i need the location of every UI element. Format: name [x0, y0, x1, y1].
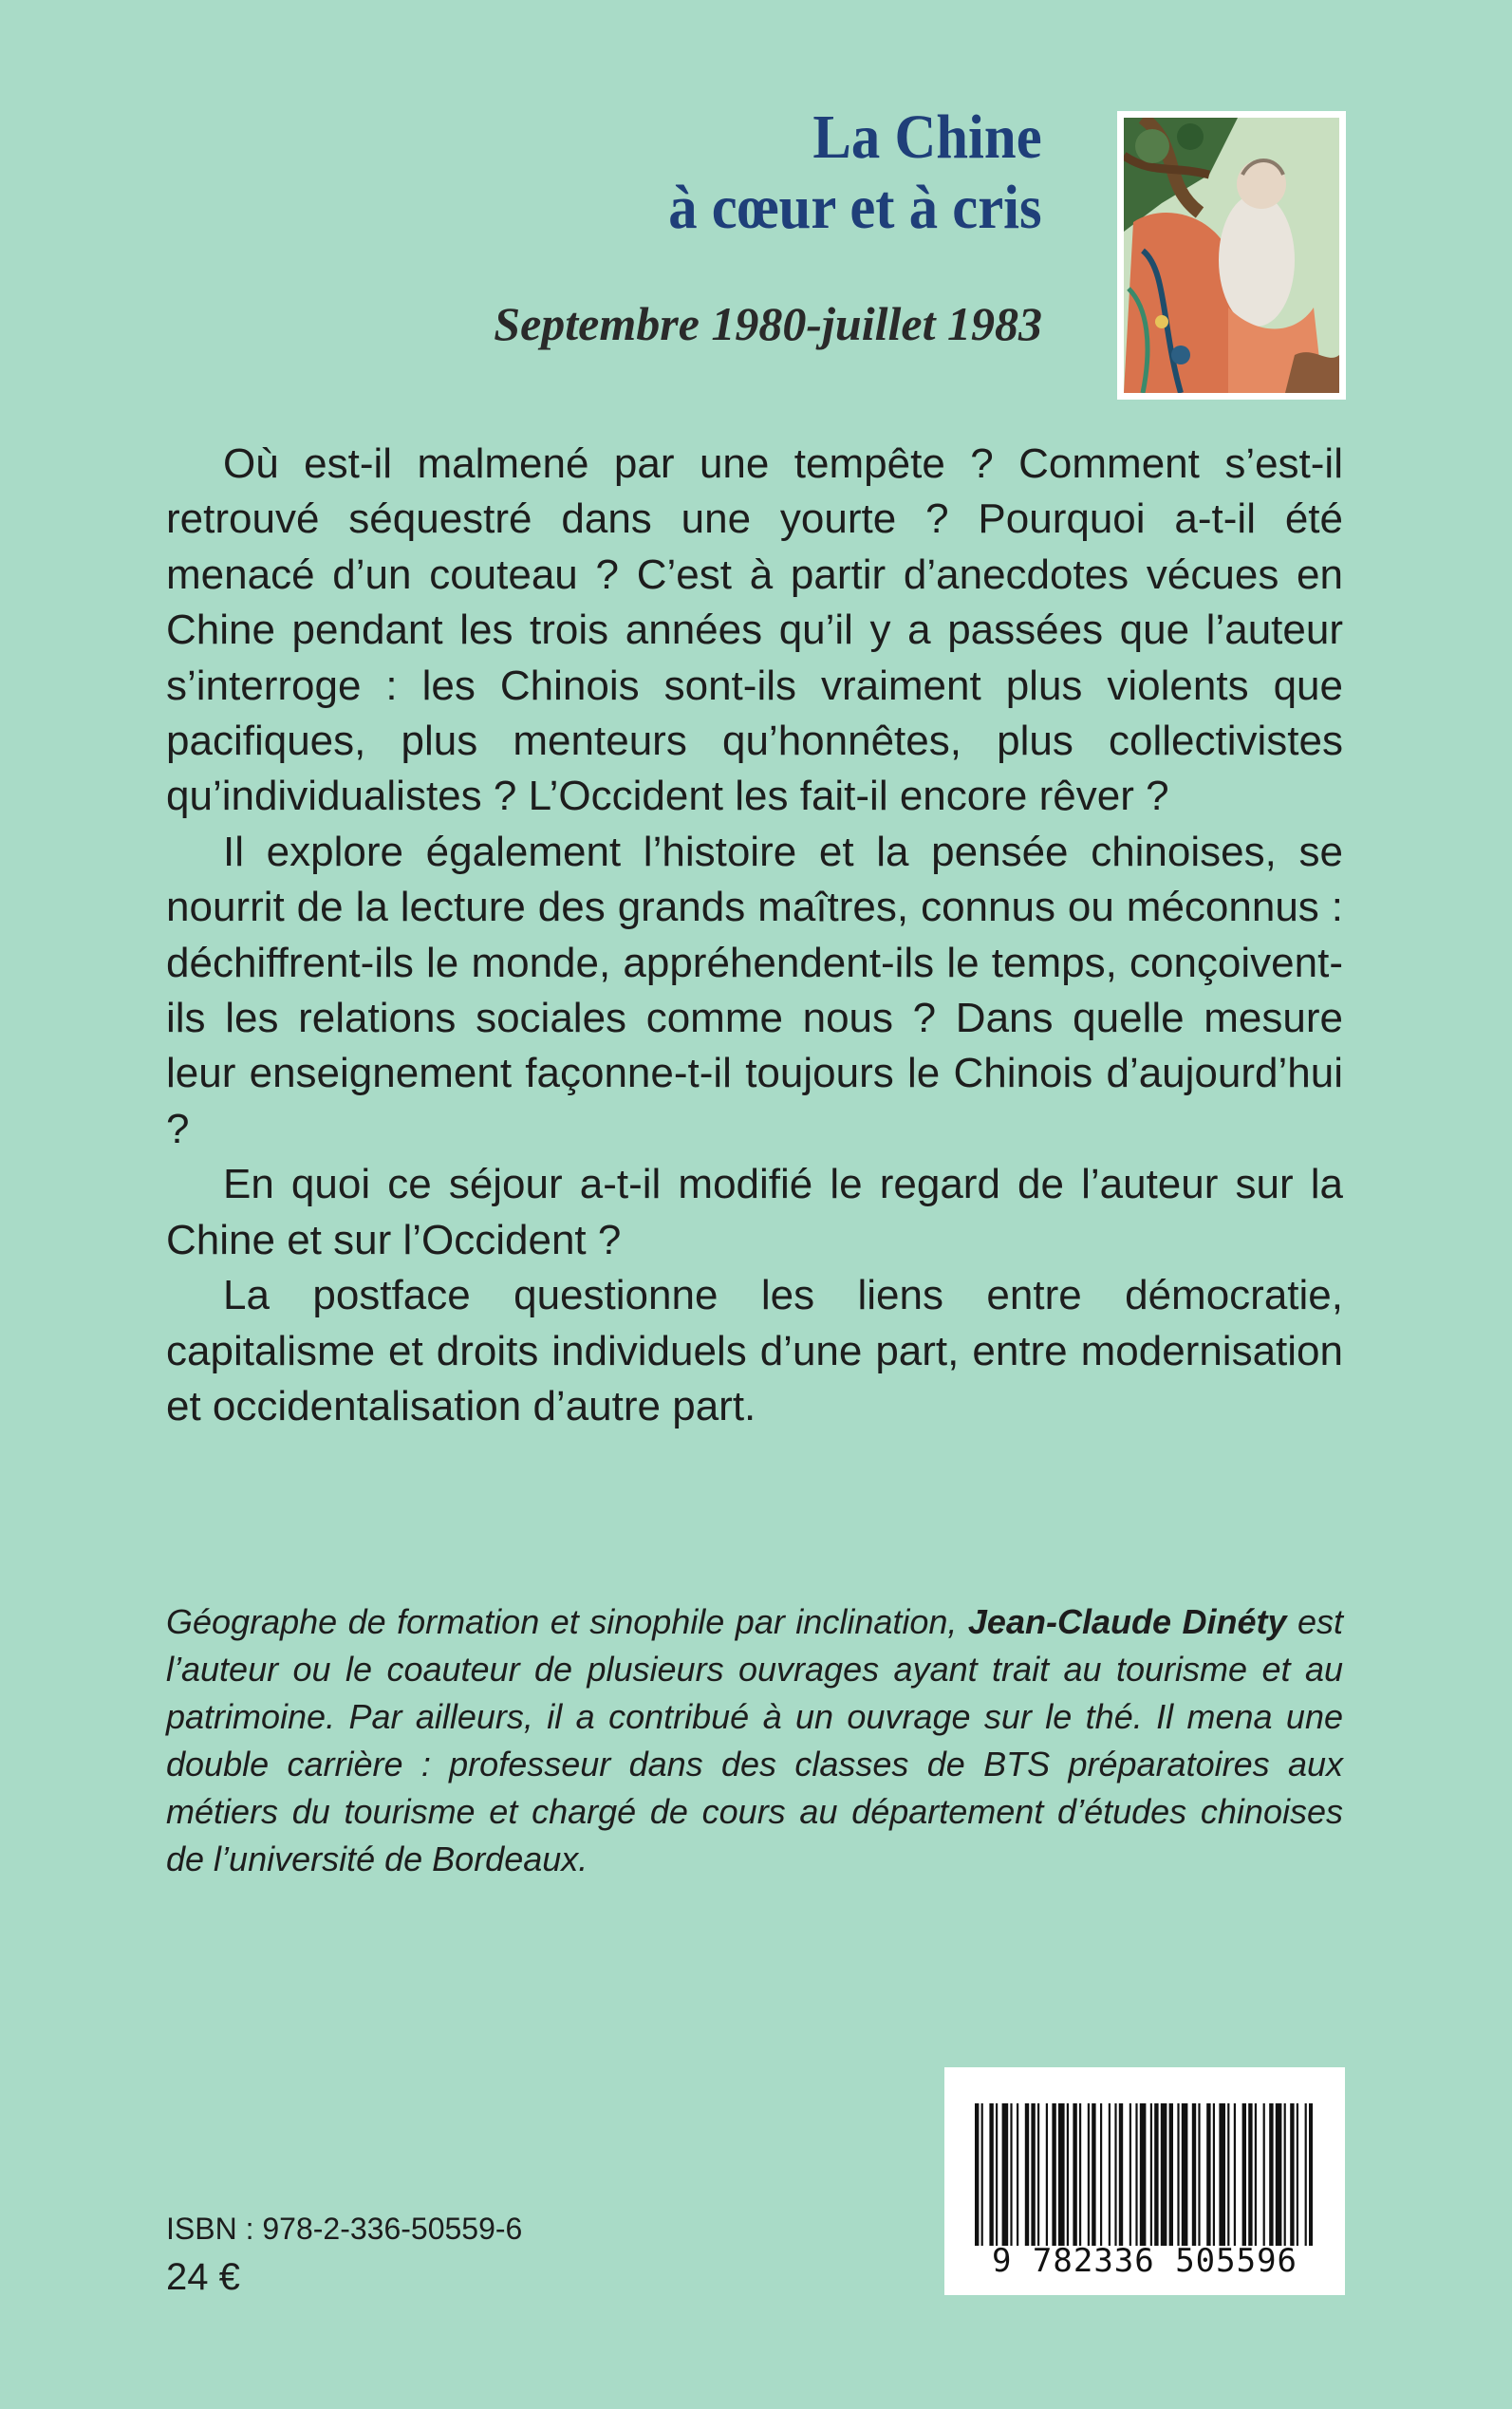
barcode-bar	[1263, 2103, 1265, 2246]
cover-painting	[1117, 111, 1346, 400]
barcode-bar	[1154, 2103, 1158, 2246]
barcode-bar	[1052, 2103, 1055, 2246]
subtitle-dates: Septembre 1980-juillet 1983	[494, 297, 1042, 350]
barcode-bar	[1177, 2103, 1179, 2246]
barcode-bar	[1198, 2103, 1200, 2246]
barcode-bar	[1135, 2103, 1137, 2246]
bio-text-after: est l’auteur ou le coauteur de plusieurs ouvrages ayant trait au tourisme et au patrimoine. Par ailleurs, il a contribué à un ouvrage sur le thé. Il mena une double carrière : professeur dans des classes de BTS préparatoires aux métiers du tourisme et chargé de cours au département d’études chinoises de l’université de Bordeaux.	[166, 1602, 1343, 1878]
barcode-bar	[1031, 2103, 1035, 2246]
barcode-bar	[1169, 2103, 1173, 2246]
barcode-bar	[1227, 2103, 1229, 2246]
barcode-bar	[1010, 2103, 1012, 2246]
barcode-number: 9 782336 505596	[991, 2242, 1298, 2280]
barcode-bar	[1182, 2103, 1188, 2246]
barcode-bar	[981, 2103, 983, 2246]
barcode-bar	[1100, 2103, 1102, 2246]
title-line-2: à cœur et à cris	[668, 173, 1042, 242]
description-paragraph: En quoi ce séjour a-t-il modifié le regard de l’auteur sur la Chine et sur l’Occident ?	[166, 1161, 1343, 1263]
barcode-bar	[1025, 2103, 1029, 2246]
bio-text-before: Géographe de formation et sinophile par inclination,	[166, 1602, 968, 1641]
barcode-bar	[989, 2103, 993, 2246]
description-paragraph: Où est-il malmené par une tempête ? Comment s’est-il retrouvé séquestré dans une yourte ? Pourquoi a-t-il été menacé d’un couteau ? C’est à partir d’anecdotes vécues en Chine pendant les trois années qu’il y a passées que l’auteur s’interroge : les Chinois sont-ils vraiment plus violents que pacifiques, plus menteurs qu’honnêtes, plus collectivistes qu’individualistes ? L’Occident les fait-il encore rêver ?	[166, 440, 1343, 820]
isbn: ISBN : 978-2-336-50559-6	[166, 2212, 523, 2246]
barcode-bar	[996, 2103, 998, 2246]
price: 24 €	[166, 2256, 240, 2298]
barcode-bar	[1284, 2103, 1286, 2246]
barcode-bar	[1140, 2103, 1147, 2246]
barcode-bar	[1119, 2103, 1123, 2246]
barcode-bar	[1276, 2103, 1282, 2246]
barcode-bar	[975, 2103, 979, 2246]
barcode-bar	[1088, 2103, 1090, 2246]
barcode-bar	[1269, 2103, 1273, 2246]
author-name: Jean-Claude Dinéty	[967, 1602, 1287, 1641]
description-paragraph: La postface questionne les liens entre démocratie, capitalisme et droits individuels d’une part, entre modernisation et occidentalisation d’autre part.	[166, 1272, 1343, 1429]
barcode-bar	[1058, 2103, 1065, 2246]
barcode-bar	[1309, 2103, 1313, 2246]
barcode-bar	[1067, 2103, 1069, 2246]
barcode-bar	[1305, 2103, 1307, 2246]
description-paragraph: Il explore également l’histoire et la pensée chinoises, se nourrit de la lecture des grands maîtres, connus ou méconnus : déchiffrent-ils le monde, appréhendent-ils le temps, conçoivent-ils les relations sociales comme nous ? Dans quelle mesure leur enseignement façonne-t-il toujours le Chinois d’aujourd’hui ?	[166, 828, 1343, 1152]
barcode-bar	[1073, 2103, 1076, 2246]
barcode-bar	[1213, 2103, 1215, 2246]
barcode-bar	[1290, 2103, 1294, 2246]
barcode-bar	[1092, 2103, 1095, 2246]
barcode-bar	[1114, 2103, 1116, 2246]
barcode-bars	[973, 2103, 1315, 2246]
barcode-bar	[1255, 2103, 1257, 2246]
barcode-bar	[1046, 2103, 1048, 2246]
barcode-bar	[1017, 2103, 1018, 2246]
barcode-bar	[1079, 2103, 1081, 2246]
barcode-bar	[1297, 2103, 1298, 2246]
barcode-bar	[1219, 2103, 1225, 2246]
barcode-bar	[1109, 2103, 1111, 2246]
barcode-bar	[1234, 2103, 1236, 2246]
barcode-bar	[1206, 2103, 1210, 2246]
barcode-bar	[1248, 2103, 1252, 2246]
book-description	[166, 437, 1343, 1434]
barcode-bar	[1192, 2103, 1196, 2246]
barcode-bar	[1150, 2103, 1152, 2246]
barcode-bar	[1242, 2103, 1246, 2246]
book-title	[669, 103, 1042, 243]
barcode-bar	[1037, 2103, 1039, 2246]
title-line-1: La Chine	[812, 103, 1042, 172]
barcode-bar	[1129, 2103, 1131, 2246]
author-bio	[166, 1598, 1343, 1883]
barcode	[944, 2067, 1345, 2295]
barcode-bar	[1161, 2103, 1167, 2246]
barcode-bar	[1002, 2103, 1009, 2246]
